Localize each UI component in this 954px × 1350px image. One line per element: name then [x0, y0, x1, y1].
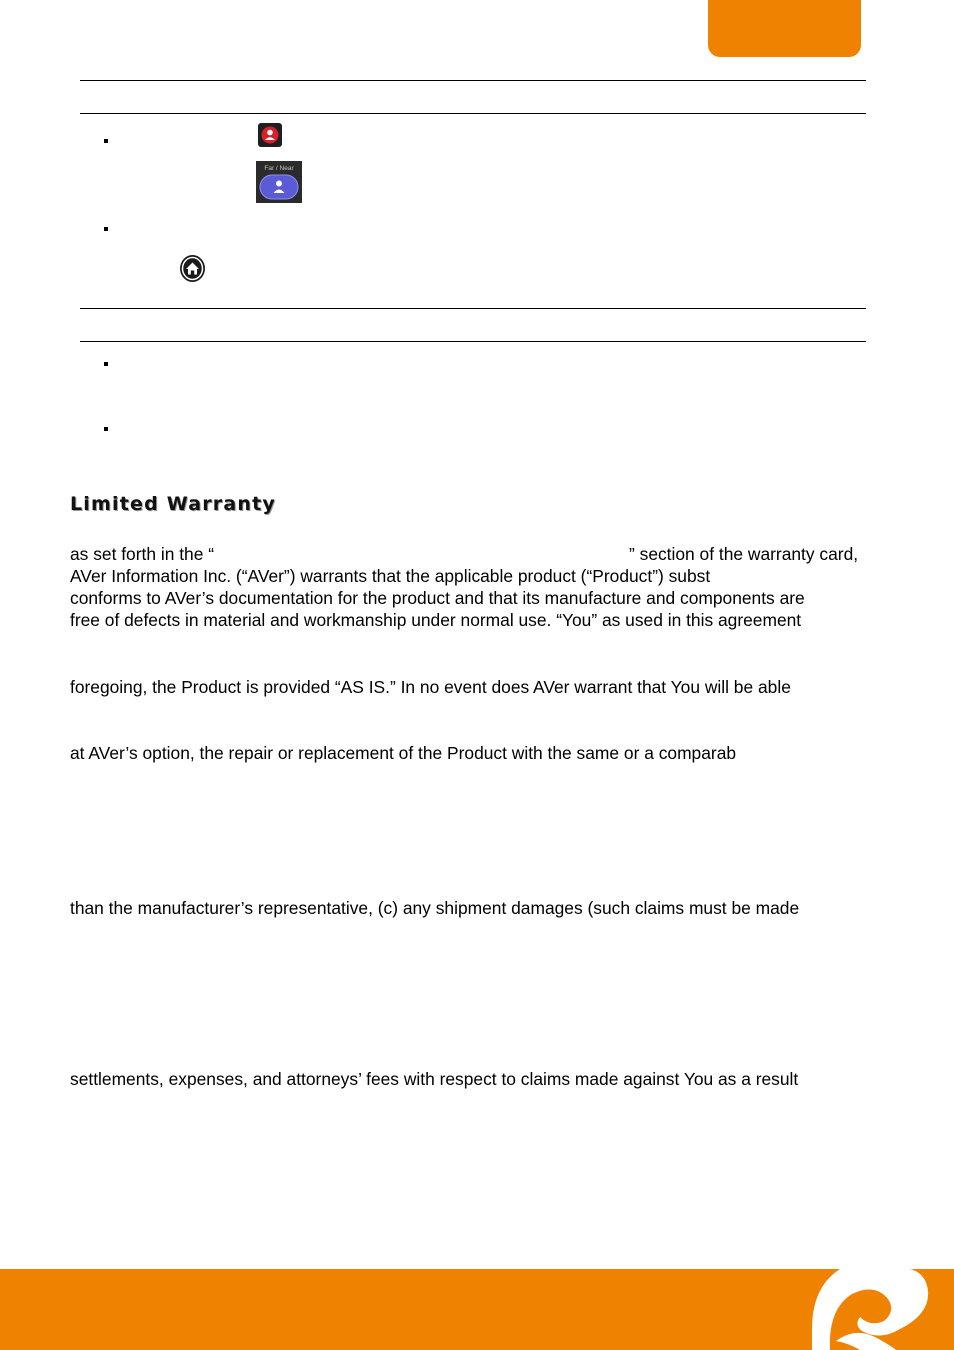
bullet — [104, 362, 108, 366]
warranty-line: as set forth in the “ — [70, 544, 215, 564]
red-person-icon — [258, 123, 282, 147]
divider — [80, 341, 866, 342]
warranty-line: conforms to AVer’s documentation for the product and that its manufacture and components are — [70, 588, 805, 608]
brand-logo — [800, 1269, 954, 1350]
bullet — [104, 227, 108, 231]
warranty-line: foregoing, the Product is provided “AS IS.” In no event does AVer warrant that You will be able — [70, 677, 791, 697]
warranty-line: than the manufacturer’s representative, (c) any shipment damages (such claims must be made — [70, 898, 800, 918]
warranty-line: free of defects in material and workmanship under normal use. “You” as used in this agreement — [70, 610, 802, 630]
far-near-label: Far / Near — [264, 165, 294, 172]
divider — [80, 80, 866, 81]
bullet — [104, 427, 108, 431]
divider — [80, 308, 866, 309]
header-tab — [708, 0, 861, 57]
divider — [80, 113, 866, 114]
bullet — [104, 139, 108, 143]
warranty-line: ” section of the warranty card, — [629, 544, 859, 564]
section-heading: Limited Warranty — [70, 493, 276, 515]
far-near-button-icon — [256, 161, 302, 203]
warranty-line: AVer Information Inc. (“AVer”) warrants that the applicable product (“Product”) subst — [70, 566, 711, 586]
home-icon — [179, 254, 206, 283]
warranty-line: at AVer’s option, the repair or replacement of the Product with the same or a comparab — [70, 743, 737, 763]
footer-band — [0, 1269, 954, 1350]
warranty-line: settlements, expenses, and attorneys’ fees with respect to claims made against You as a result — [70, 1069, 799, 1089]
